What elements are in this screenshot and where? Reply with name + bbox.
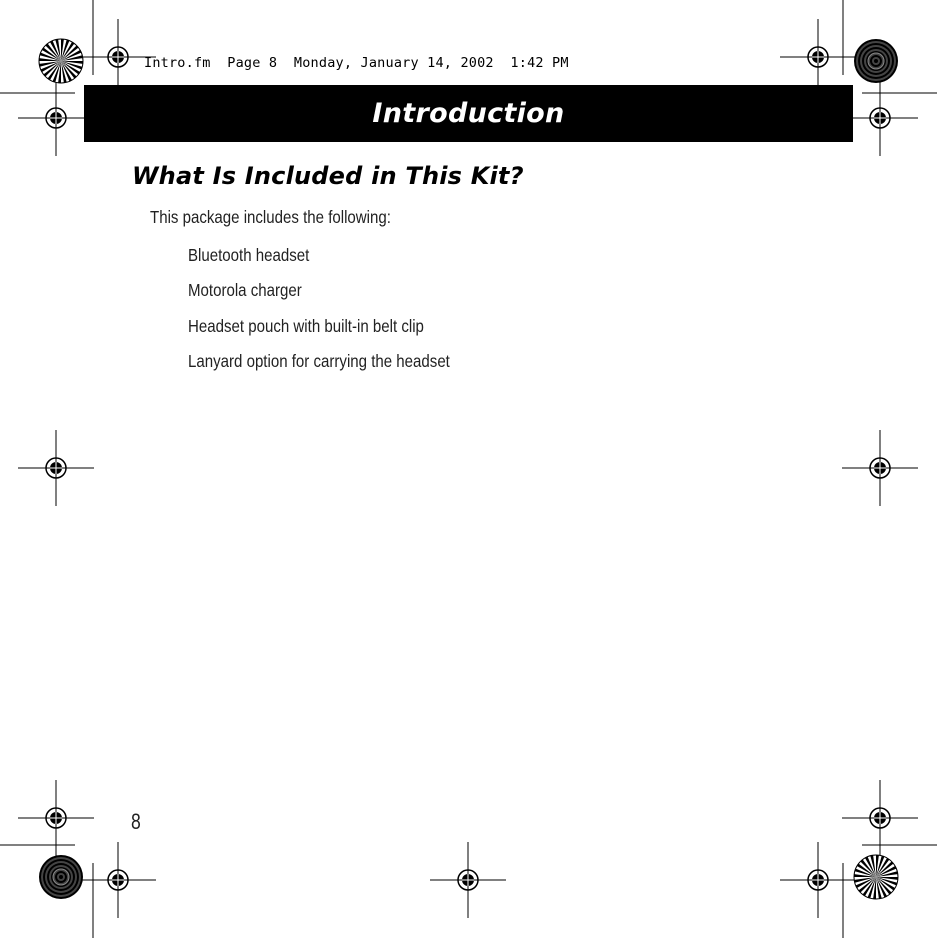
registration-target-icon [18,80,94,156]
registration-target-icon [842,80,918,156]
section-heading: What Is Included in This Kit? [132,162,524,190]
registration-target-icon [18,430,94,506]
starburst-target-icon [39,39,83,83]
list-item: Motorola charger [188,280,302,301]
registration-target-icon [780,842,856,918]
registration-target-icon [780,19,856,95]
list-item: Bluetooth headset [188,245,310,265]
density-target-icon [39,855,83,899]
list-item: Lanyard option for carrying the headset [188,350,450,371]
chapter-banner [84,85,853,142]
list-item: Headset pouch with built-in belt clip [188,315,424,336]
starburst-target-icon [854,855,898,899]
registration-target-icon [80,842,156,918]
banner-title: Introduction [372,98,565,129]
intro-text: This package includes the following: [150,207,391,227]
registration-target-icon [842,430,918,506]
density-target-icon [854,39,898,83]
print-header: Intro.fm Page 8 Monday, January 14, 2002 1:42 PM [144,55,569,71]
kit-contents-list [188,243,493,384]
page-number: 8 [131,809,141,834]
registration-target-icon [430,842,506,918]
